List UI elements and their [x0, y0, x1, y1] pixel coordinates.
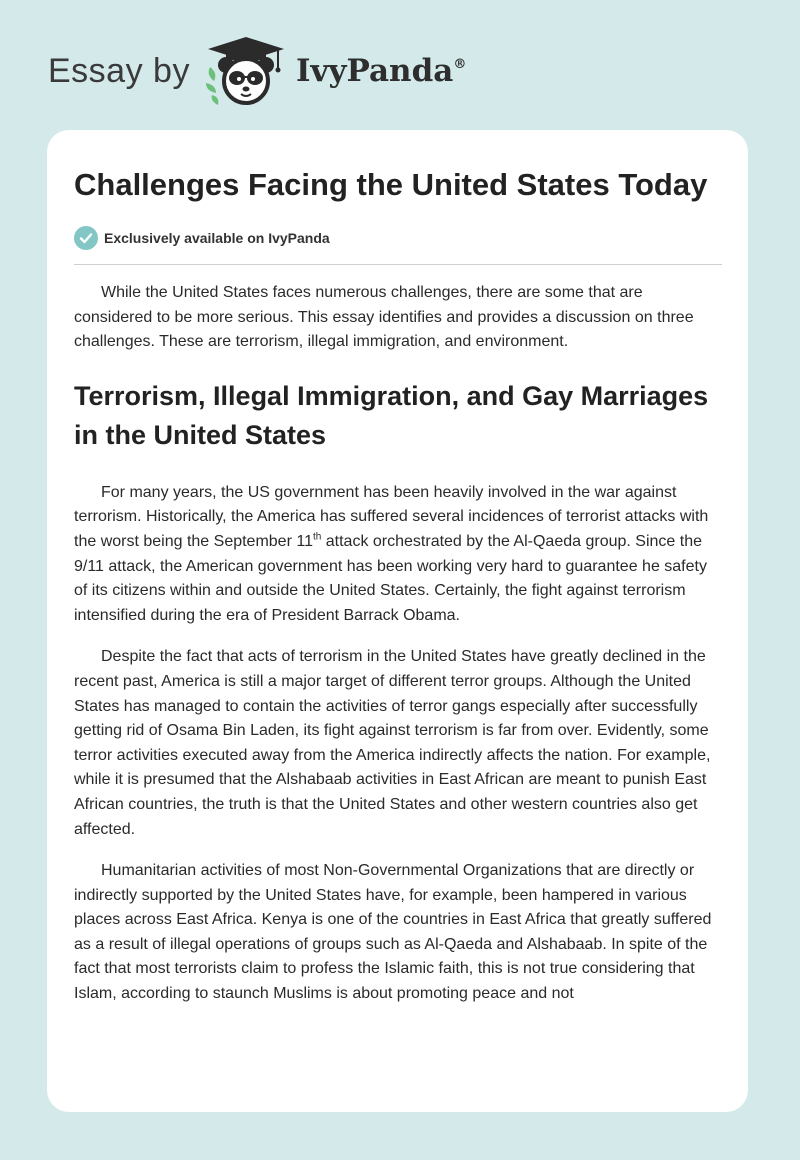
site-header: [48, 36, 548, 106]
section-heading: Terrorism, Illegal Immigration, and Gay Marriages in the United States: [74, 380, 709, 450]
exclusive-label: Exclusively available on IvyPanda: [104, 230, 330, 246]
panda-logo-icon[interactable]: [204, 35, 288, 107]
essay-title: Challenges Facing the United States Today: [74, 167, 708, 202]
divider: [74, 264, 722, 265]
checkmark-icon: [74, 226, 98, 250]
intro-paragraph: While the United States faces numerous challenges, there are some that are considered to be more serious. This essay identifies and provides a discussion on three challenges. These are terrorism, illegal immigration, and environment.: [74, 284, 694, 351]
paragraph-terror-decline: Despite the fact that acts of terrorism in the United States have greatly declined in the recent past, America is still a major target of different terror groups. Although the United States has managed to contain the activities of terror gangs especially after successfully getting rid of Osama Bin Laden, its fight against terrorism is far from over. Evidently, some terror activities executed away from the America indirectly affects the nation. For example, while it is presumed that the Alshabaab activities in East African are meant to punish East African countries, the truth is that the United States and other western countries also get affected.: [74, 648, 711, 838]
essay-by-text: Essay by: [48, 51, 190, 90]
paragraph-terrorism-history: [74, 481, 723, 629]
essay-content: [74, 164, 723, 1007]
exclusive-badge: [74, 226, 723, 250]
p2-text-before: For many years, the US government has been heavily involved in the war against terrorism. Historically, the America has suffered several incidences of terrorist attacks with the worst being the September 11: [74, 483, 709, 550]
brand-name: IvyPanda: [295, 53, 454, 89]
essay-card: [47, 130, 748, 1112]
paragraph-humanitarian: Humanitarian activities of most Non-Governmental Organizations that are directly or indirectly supported by the United States have, for example, been hampered in various places across East Africa. Kenya is one of the countries in East Africa that greatly suffered as a result of illegal operations of groups such as Al-Qaeda and Alshabaab. In spite of the fact that most terrorists claim to profess the Islamic faith, this is not true considering that Islam, according to staunch Muslims is about promoting peace and not: [74, 862, 712, 1003]
ivypanda-brand[interactable]: [296, 53, 466, 89]
registered-mark: ®: [453, 57, 467, 72]
p2-text-after: attack orchestrated by the Al-Qaeda group. Since the 9/11 attack, the American government has been working very hard to guarantee he safety of its citizens within and outside the United States. Certainly, the fight against terrorism intensified during the era of President Barrack Obama.: [74, 532, 707, 624]
superscript-th: th: [312, 531, 322, 543]
